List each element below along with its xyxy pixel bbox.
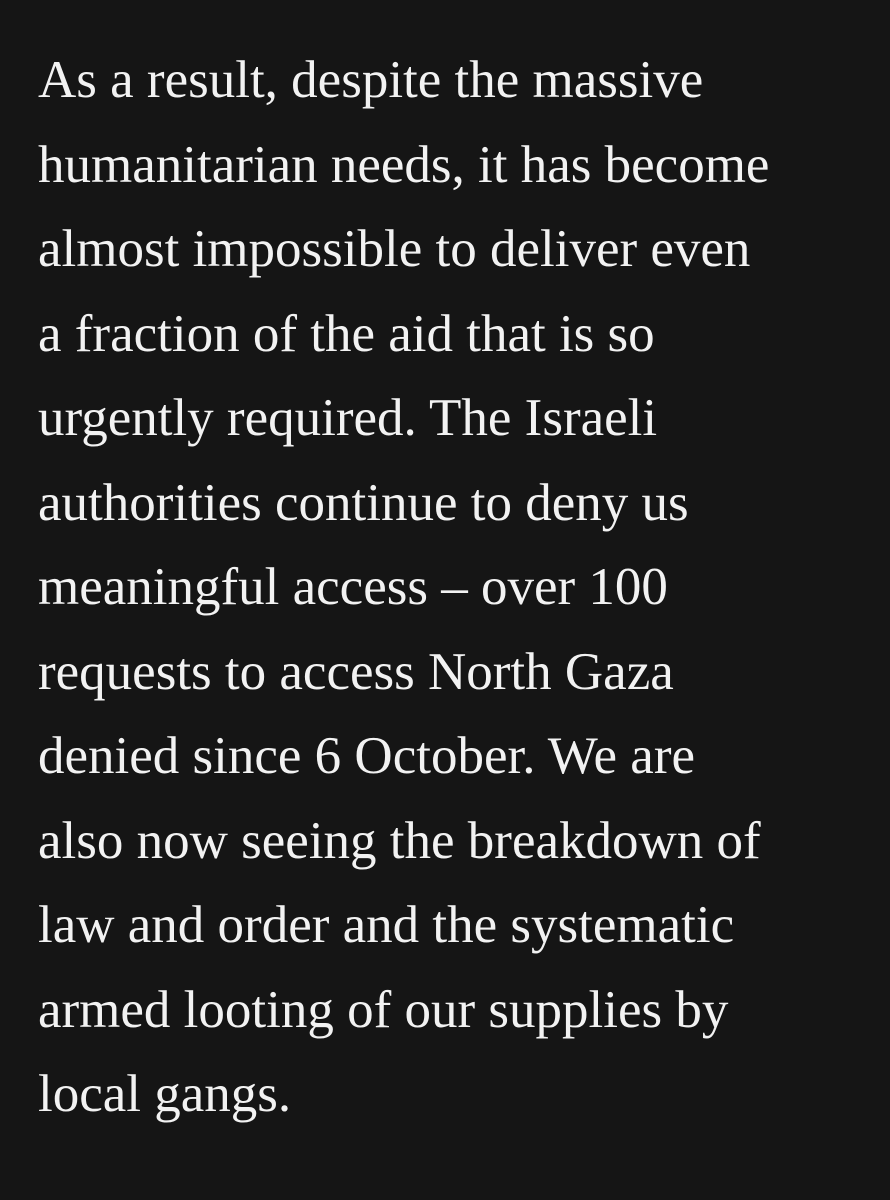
text-line: requests to access North Gaza bbox=[38, 642, 674, 701]
text-line: law and order and the systematic bbox=[38, 896, 735, 954]
text-line: urgently required. The Israeli bbox=[38, 389, 658, 447]
text-line: meaningful access – over 100 bbox=[38, 558, 668, 616]
text-line: almost impossible to deliver even bbox=[38, 220, 751, 278]
text-line: armed looting of our supplies by bbox=[38, 980, 729, 1039]
text-line: authorities continue to deny us bbox=[38, 473, 689, 532]
paragraph bbox=[38, 38, 868, 1137]
text-line: also now seeing the breakdown of bbox=[38, 811, 761, 870]
text-line: a fraction of the aid that is so bbox=[38, 304, 655, 363]
text-line: local gangs. bbox=[38, 1065, 292, 1123]
text-line: As a result, despite the massive bbox=[38, 51, 704, 109]
text-line: denied since 6 October. We are bbox=[38, 727, 695, 785]
text-line: humanitarian needs, it has become bbox=[38, 135, 770, 194]
